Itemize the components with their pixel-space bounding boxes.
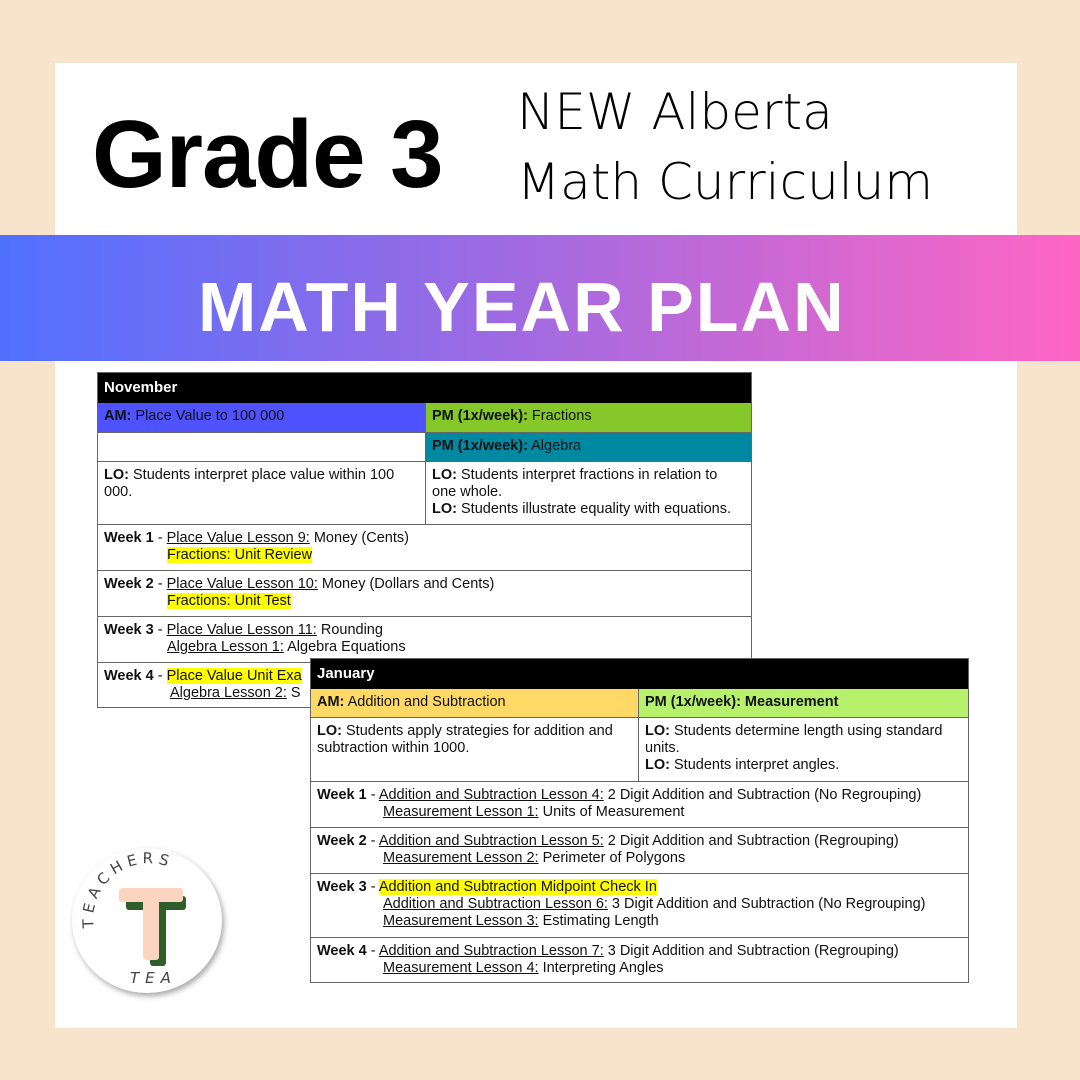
lesson-link[interactable]: Measurement Lesson 1: (383, 804, 539, 820)
week-label: Week 4 (104, 668, 154, 684)
highlighted-lesson: Place Value Unit Exa (166, 668, 302, 684)
lesson-text: 2 Digit Addition and Subtraction (No Regrouping) (603, 787, 922, 803)
lesson-link[interactable]: Measurement Lesson 2: (383, 850, 539, 866)
grade-title: Grade 3 (92, 101, 443, 208)
week-row: Week 2 - Place Value Lesson 10: Money (Dollars and Cents) Fractions: Unit Test (98, 570, 751, 616)
lo-label: LO: (104, 467, 129, 483)
svg-text:TEACHERS: TEACHERS (79, 849, 176, 929)
banner (0, 235, 1080, 361)
lesson-link[interactable]: Algebra Lesson 2: (170, 685, 287, 701)
week-row: Week 2 - Addition and Subtraction Lesson 5: 2 Digit Addition and Subtraction (Regrouping) Measurement Lesson 2: Perimeter of Polygons (311, 827, 968, 873)
teachers-tea-logo (72, 848, 222, 993)
week-label: Week 4 (317, 943, 367, 959)
week-label: Week 3 (317, 879, 367, 895)
lesson-link[interactable]: Addition and Subtraction Lesson 5: (378, 833, 604, 849)
week-row: Week 1 - Place Value Lesson 9: Money (Cents) Fractions: Unit Review (98, 524, 751, 570)
pm-text: Algebra (527, 438, 582, 454)
week-label: Week 3 (104, 622, 154, 638)
pm-label: PM (1x/week): (432, 438, 528, 454)
week-row: Week 1 - Addition and Subtraction Lesson 4: 2 Digit Addition and Subtraction (No Regrouping) Measurement Lesson 1: Units of Measurement (311, 781, 968, 827)
lesson-link[interactable]: Addition and Subtraction Lesson 4: (378, 787, 604, 803)
lesson-text: Perimeter of Polygons (538, 850, 686, 866)
lesson-text: Rounding (316, 622, 383, 638)
lesson-link[interactable]: Measurement Lesson 4: (383, 960, 539, 976)
lesson-link[interactable]: Measurement Lesson 3: (383, 913, 539, 929)
lo-text: Students illustrate equality with equations. (456, 501, 732, 517)
week-row: Week 3 - Place Value Lesson 11: Rounding Algebra Lesson 1: Algebra Equations (98, 616, 751, 662)
lesson-link[interactable]: Algebra Lesson 1: (167, 639, 284, 655)
week-label: Week 2 (104, 576, 154, 592)
svg-text:TEA: TEA (130, 969, 177, 987)
banner-title: MATH YEAR PLAN (198, 268, 846, 346)
lo-label: LO: (645, 757, 670, 773)
pm-text: Fractions (527, 408, 592, 424)
subtitle-line1: NEW Alberta (517, 83, 833, 141)
month-header: November (98, 373, 751, 403)
pm-label: PM (1x/week): Measurement (645, 694, 839, 710)
week-label: Week 1 (104, 530, 154, 546)
lo-text: Students interpret fractions in relation to one whole. (432, 467, 718, 500)
lesson-link[interactable]: Place Value Lesson 9: (166, 530, 310, 546)
lesson-text: Money (Dollars and Cents) (317, 576, 495, 592)
am-label: AM: (317, 694, 345, 710)
week-label: Week 2 (317, 833, 367, 849)
lo-label: LO: (645, 723, 670, 739)
week-label: Week 1 (317, 787, 367, 803)
lo-label: LO: (432, 501, 457, 517)
lesson-text: 3 Digit Addition and Subtraction (No Regrouping) (607, 896, 926, 912)
lesson-text: Money (Cents) (309, 530, 409, 546)
lesson-link[interactable]: Place Value Lesson 11: (166, 622, 317, 638)
lo-text: Students interpret angles. (669, 757, 840, 773)
highlighted-lesson: Addition and Subtraction Midpoint Check In (378, 879, 657, 895)
january-table (310, 658, 969, 983)
lesson-link[interactable]: Place Value Lesson 10: (166, 576, 318, 592)
lesson-link[interactable]: Addition and Subtraction Lesson 7: (378, 943, 604, 959)
am-text: Place Value to 100 000 (131, 408, 285, 424)
lesson-text: 2 Digit Addition and Subtraction (Regrouping) (603, 833, 899, 849)
lo-text: Students apply strategies for addition and subtraction within 1000. (317, 723, 613, 756)
lesson-text: Algebra Equations (283, 639, 406, 655)
lo-label: LO: (317, 723, 342, 739)
lesson-text: 3 Digit Addition and Subtraction (Regrouping) (603, 943, 899, 959)
am-text: Addition and Subtraction (344, 694, 506, 710)
lo-label: LO: (432, 467, 457, 483)
am-label: AM: (104, 408, 132, 424)
lesson-text: Estimating Length (538, 913, 659, 929)
lesson-text: Interpreting Angles (538, 960, 664, 976)
week-row: Week 3 - Addition and Subtraction Midpoint Check In Addition and Subtraction Lesson 6: 3 Digit Addition and Subtraction (No Regrouping) Measurement Lesson 3: Estimating Length (311, 873, 968, 937)
logo-mark-icon (72, 848, 222, 993)
lo-text: Students determine length using standard units. (645, 723, 943, 756)
lesson-text: S (286, 685, 301, 701)
lesson-text: Units of Measurement (538, 804, 685, 820)
subtitle-line2: Math Curriculum (517, 153, 934, 211)
highlighted-lesson: Fractions: Unit Test (167, 593, 291, 609)
lesson-link[interactable]: Addition and Subtraction Lesson 6: (383, 896, 608, 912)
week-row: Week 4 - Addition and Subtraction Lesson 7: 3 Digit Addition and Subtraction (Regrouping) Measurement Lesson 4: Interpreting Angles (311, 937, 968, 983)
highlighted-lesson: Fractions: Unit Review (167, 547, 313, 563)
lo-text: Students interpret place value within 100 000. (104, 467, 395, 500)
month-header: January (311, 659, 968, 689)
pm-label: PM (1x/week): (432, 408, 528, 424)
week-row: Week 4 - Place Value Unit Exa Algebra Lesson 2: S (98, 662, 751, 708)
